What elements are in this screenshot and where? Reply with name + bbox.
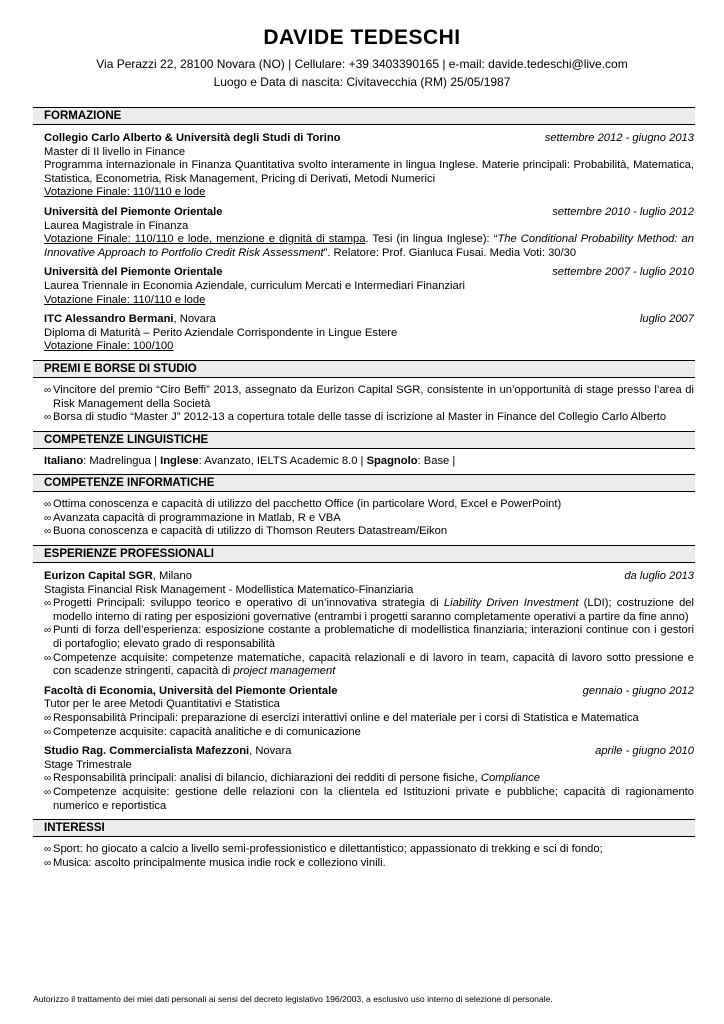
degree-title: Master di II livello in Finance: [44, 145, 186, 158]
education-entry: [44, 132, 694, 200]
degree-description: Programma internazionale in Finanza Quantitativa svolto interamente in lingua Inglese. Materie principali: Probabilità, Matematica, Statistica, Econometria, Risk Management, Pricing di Derivati, Metodi Numerici: [44, 159, 694, 185]
degree-title: Diploma di Maturità – Perito Aziendale Corrispondente in Lingue Estere: [44, 326, 398, 339]
contact-line: Via Perazzi 22, 28100 Novara (NO) | Cellulare: +39 3403390165 | e-mail: davide.tedeschi@live.com: [96, 57, 628, 71]
list-item: ∞ Progetti Principali: sviluppo teorico e operativo di un’innovativa strategia di Liability Driven Investment (LDI); costruzione del modello interno di rating per esposizioni governative (entrambi i progetti saranno completamente operativi a partire da fine anno): [44, 597, 695, 623]
section-formazione: [33, 132, 695, 354]
section-esperienze: [33, 570, 695, 813]
entry-date: aprile - giugno 2010: [595, 745, 694, 758]
section-interessi-heading: INTERESSI: [33, 819, 695, 837]
section-premi-heading: PREMI E BORSE DI STUDIO: [33, 360, 695, 378]
degree-title: Laurea Magistrale in Finanza: [44, 219, 189, 232]
degree-description: Votazione Finale: 110/110 e lode, menzione e dignità di stampa. Tesi (in lingua Inglese): “The Conditional Probability Method: an Innovative Approach to Portfolio Credit Risk Assessment”. Relatore: Prof. Gianluca Fusai. Media Voti: 30/30: [44, 233, 694, 259]
institution-name: Università del Piemonte Orientale: [44, 266, 223, 279]
final-grade: Votazione Finale: 110/110 e lode, menzione e dignità di stampa: [44, 233, 366, 246]
infinity-bullet-icon: ∞: [44, 598, 52, 610]
section-informatica: [33, 498, 695, 539]
infinity-bullet-icon: ∞: [44, 773, 52, 785]
infinity-bullet-icon: ∞: [44, 652, 52, 664]
infinity-bullet-icon: ∞: [44, 726, 52, 738]
infinity-bullet-icon: ∞: [44, 625, 52, 637]
infinity-bullet-icon: ∞: [44, 384, 52, 396]
list-item: ∞ Ottima conoscenza e capacità di utilizzo del pacchetto Office (in particolare Word, Excel e PowerPoint): [44, 498, 562, 511]
experience-entry: [44, 745, 694, 813]
thesis-title: The Conditional Probability Method: an Innovative Approach to Portfolio Credit Risk Assessment: [44, 233, 694, 259]
infinity-bullet-icon: ∞: [44, 526, 52, 538]
infinity-bullet-icon: ∞: [44, 844, 52, 856]
candidate-name: DAVIDE TEDESCHI: [263, 26, 461, 49]
list-item: ∞ Competenze acquisite: competenze matematiche, capacità relazionali e di lavoro in team, capacità di lavoro sotto pressione e con scadenze stringenti, capacità di project management: [44, 651, 694, 678]
list-item: ∞ Responsabilità Principali: preparazione di esercizi interattivi online e del materiale per i corsi di Statistica e Matematica: [44, 712, 639, 724]
list-item: ∞ Buona conoscenza e capacità di utilizzo di Thomson Reuters Datastream/Eikon: [44, 525, 448, 538]
education-entry: [44, 266, 694, 307]
section-premi: [33, 384, 695, 425]
section-interessi: [33, 843, 695, 870]
cv-content: [33, 102, 695, 874]
infinity-bullet-icon: ∞: [44, 512, 52, 524]
language-name: Inglese: [160, 454, 199, 467]
institution-name: ITC Alessandro Bermani, Novara: [44, 313, 216, 326]
employer-name: Eurizon Capital SGR, Milano: [44, 570, 192, 583]
list-item: ∞ Punti di forza dell’esperienza: esposizione costante a problematiche di modellistica finanziaria; interazioni continue con i gestori di portafoglio; elevato grado di responsabilità: [44, 624, 694, 651]
entry-date: settembre 2010 - luglio 2012: [552, 205, 694, 218]
list-item: ∞ Avanzata capacità di programmazione in Matlab, R e VBA: [44, 511, 341, 524]
list-item: ∞ Sport: ho giocato a calcio a livello semi-professionistico e dilettantistico; appassionato di trekking e sci di fondo;: [44, 843, 603, 856]
list-item: ∞ Vincitore del premio “Ciro Beffi” 2013, assegnato da Eurizon Capital SGR, consistente in un’opportunità di stage presso l’area di Risk Management della Società: [44, 383, 694, 410]
infinity-bullet-icon: ∞: [44, 412, 52, 424]
infinity-bullet-icon: ∞: [44, 786, 52, 798]
infinity-bullet-icon: ∞: [44, 713, 52, 724]
list-item: ∞ Responsabilità principali: analisi di bilancio, dichiarazioni dei redditi di persone fisiche, Compliance: [44, 772, 540, 785]
infinity-bullet-icon: ∞: [44, 857, 52, 869]
list-item: ∞ Competenze acquisite: capacità analitiche e di comunicazione: [44, 725, 361, 738]
job-role: Stage Trimestrale: [44, 758, 132, 771]
section-formazione-heading: FORMAZIONE: [33, 107, 695, 125]
language-name: Italiano: [44, 454, 84, 467]
entry-date: settembre 2007 - luglio 2010: [552, 266, 694, 279]
institution-name: Collegio Carlo Alberto & Università degli Studi di Torino: [44, 132, 341, 144]
section-informatica-heading: COMPETENZE INFORMATICHE: [33, 474, 695, 492]
employer-name: Facoltà di Economia, Università del Piemonte Orientale: [44, 684, 338, 697]
language-name: Spagnolo: [366, 454, 418, 467]
section-lingue-heading: COMPETENZE LINGUISTICHE: [33, 431, 695, 449]
privacy-consent-footer: Autorizzo il trattamento dei miei dati personali ai sensi del decreto legislativo 196/2003, a esclusivo uso interno di selezione di personale.: [33, 994, 553, 1004]
employer-name: Studio Rag. Commercialista Mafezzoni, Novara: [44, 745, 292, 758]
entry-date: da luglio 2013: [624, 570, 694, 583]
list-item: ∞ Competenze acquisite: gestione delle relazioni con la clientela ed Istituzioni private e pubbliche; capacità di ragionamento numerico e reportistica: [44, 785, 694, 812]
job-role: Stagista Financial Risk Management - Modellistica Matematico-Finanziaria: [44, 583, 414, 596]
entry-date: gennaio - giugno 2012: [582, 684, 694, 697]
institution-name: Università del Piemonte Orientale: [44, 205, 223, 218]
list-item: ∞ Musica: ascolto principalmente musica indie rock e colleziono vinili.: [44, 856, 386, 869]
education-entry: [44, 313, 694, 354]
list-item: ∞ Borsa di studio “Master J” 2012-13 a copertura totale delle tasse di iscrizione al Master in Finance del Collegio Carlo Alberto: [44, 411, 667, 424]
experience-entry: [44, 685, 694, 739]
final-grade: Votazione Finale: 110/110 e lode: [44, 293, 206, 306]
degree-title: Laurea Triennale in Economia Aziendale, curriculum Mercati e Intermediari Finanziari: [44, 279, 465, 292]
experience-entry: [44, 570, 694, 679]
final-grade: Votazione Finale: 100/100: [44, 340, 174, 353]
job-role: Tutor per le aree Metodi Quantitativi e Statistica: [44, 698, 280, 711]
birth-info-line: Luogo e Data di nascita: Civitavecchia (RM) 25/05/1987: [213, 75, 511, 89]
education-entry: [44, 206, 694, 260]
final-grade: Votazione Finale: 110/110 e lode: [44, 186, 206, 199]
section-esperienze-heading: ESPERIENZE PROFESSIONALI: [33, 545, 695, 563]
entry-date: settembre 2012 - giugno 2013: [544, 132, 694, 144]
entry-date: luglio 2007: [639, 313, 694, 326]
section-lingue: Italiano: Madrelingua | Inglese: Avanzato, IELTS Academic 8.0 | Spagnolo: Base |: [44, 454, 456, 467]
infinity-bullet-icon: ∞: [44, 499, 52, 511]
